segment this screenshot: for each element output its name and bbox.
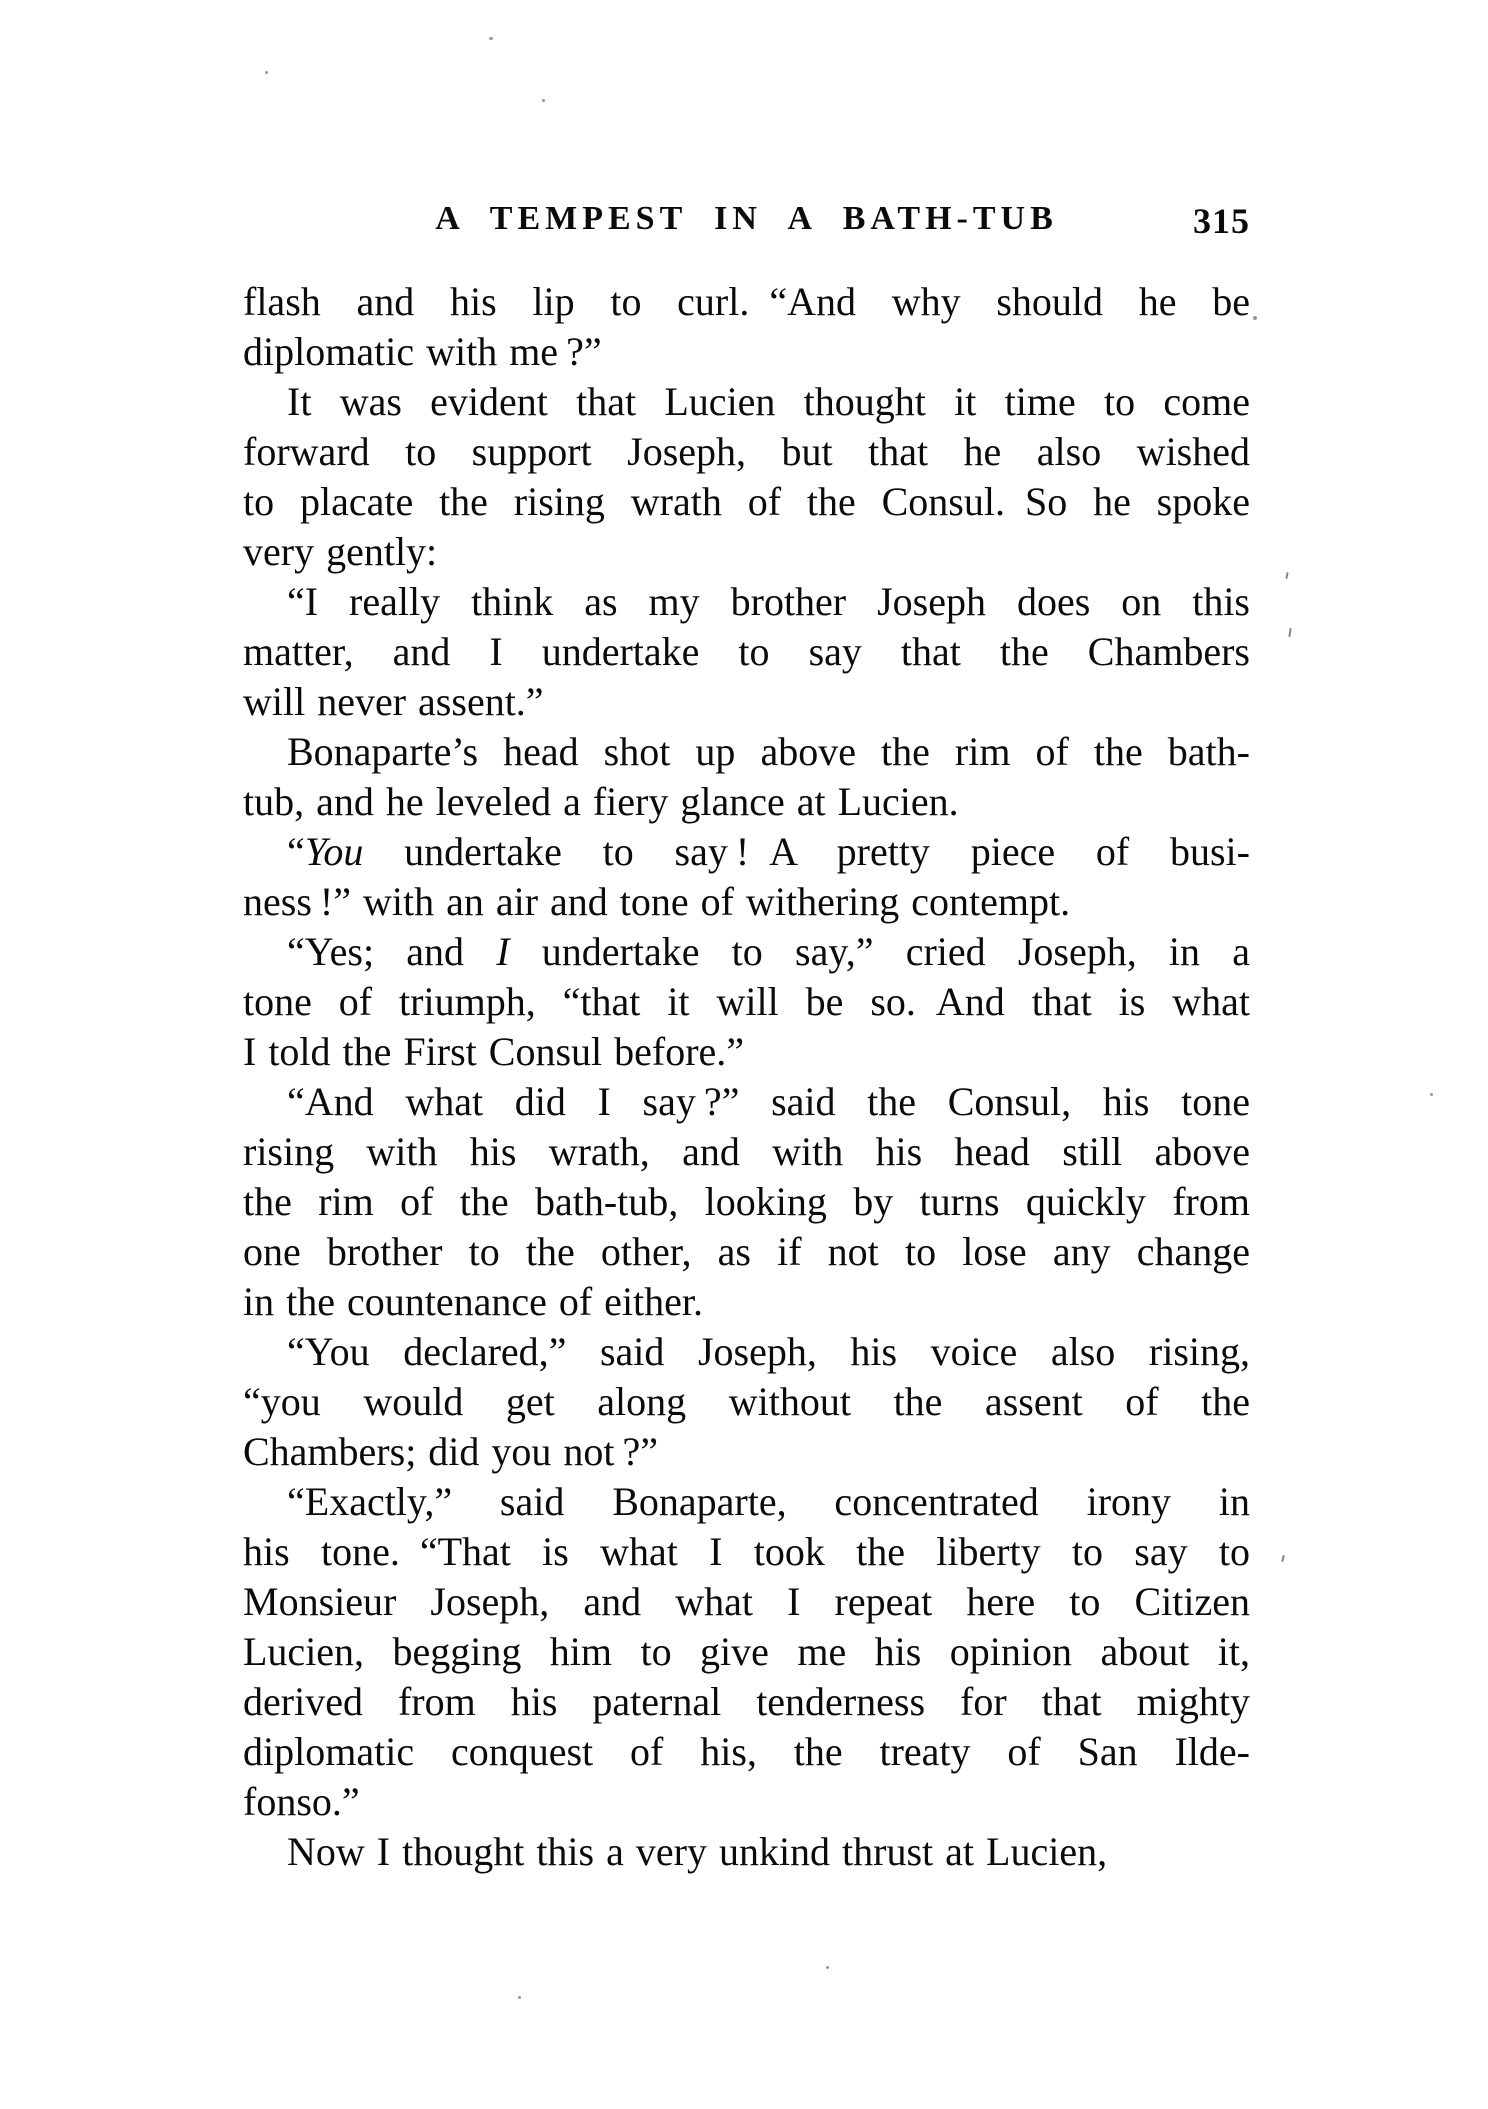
scan-speck: [826, 1966, 829, 1969]
text-segment: undertake to say ! A pretty piece of busi-: [363, 829, 1250, 874]
text-line: [243, 1577, 1250, 1627]
text-line: [243, 1727, 1250, 1777]
scan-speck: [518, 1996, 521, 1999]
text-line: [243, 1377, 1250, 1427]
text-segment: “You declared,” said Joseph, his voice also rising,: [287, 1329, 1250, 1374]
text-segment: It was evident that Lucien thought it time to come: [287, 379, 1250, 424]
page-header: [243, 200, 1250, 246]
text-segment: in the countenance of either.: [243, 1279, 704, 1324]
text-segment: diplomatic with me ?”: [243, 329, 602, 374]
text-segment: matter, and I undertake to say that the Chambers: [243, 629, 1250, 674]
page-number: 315: [1193, 201, 1250, 241]
text-line: [243, 927, 1250, 977]
text-segment: rising with his wrath, and with his head still above: [243, 1129, 1250, 1174]
text-line: [243, 1677, 1250, 1727]
text-line: [243, 377, 1250, 427]
scan-speck: [1253, 316, 1257, 320]
text-line: [243, 527, 1250, 577]
text-line: [243, 827, 1250, 877]
text-line: [243, 1127, 1250, 1177]
text-segment: “I really think as my brother Joseph does on this: [287, 579, 1250, 624]
text-line: [243, 1477, 1250, 1527]
text-segment: undertake to say,” cried Joseph, in a: [509, 929, 1251, 974]
text-segment: ness !” with an air and tone of withering contempt.: [243, 879, 1071, 924]
scan-speck: [542, 99, 545, 102]
text-line: [243, 1527, 1250, 1577]
text-segment: Bonaparte’s head shot up above the rim of the bath-: [287, 729, 1250, 774]
text-segment: forward to support Joseph, but that he also wished: [243, 429, 1250, 474]
text-line: [243, 877, 1250, 927]
scan-speck: [1285, 572, 1288, 579]
text-line: [243, 1277, 1250, 1327]
text-line: [243, 327, 1250, 377]
text-segment: very gently:: [243, 529, 438, 574]
text-segment: Lucien, begging him to give me his opinion about it,: [243, 1629, 1250, 1674]
text-segment: Chambers; did you not ?”: [243, 1429, 659, 1474]
text-line: [243, 627, 1250, 677]
text-line: [243, 577, 1250, 627]
scan-speck: [489, 37, 493, 40]
text-line: [243, 1027, 1250, 1077]
text-segment: “And what did I say ?” said the Consul, his tone: [287, 1079, 1250, 1124]
italic-text: You: [304, 829, 364, 874]
text-segment: his tone. “That is what I took the liberty to say to: [243, 1529, 1250, 1574]
text-line: [243, 727, 1250, 777]
text-line: [243, 477, 1250, 527]
text-segment: tone of triumph, “that it will be so. And that is what: [243, 979, 1250, 1024]
scan-speck: [265, 71, 268, 74]
text-segment: will never assent.”: [243, 679, 544, 724]
text-segment: to placate the rising wrath of the Consul. So he spoke: [243, 479, 1250, 524]
text-segment: flash and his lip to curl. “And why should he be: [243, 279, 1250, 324]
running-title: A TEMPEST IN A BATH-TUB: [435, 200, 1058, 237]
text-line: [243, 677, 1250, 727]
text-line: [243, 427, 1250, 477]
text-line: [243, 777, 1250, 827]
text-segment: “you would get along without the assent of the: [243, 1379, 1250, 1424]
text-line: [243, 1227, 1250, 1277]
text-segment: “: [287, 829, 305, 874]
text-line: [243, 277, 1250, 327]
text-line: [243, 1777, 1250, 1827]
text-line: [243, 1827, 1250, 1877]
text-segment: Now I thought this a very unkind thrust at Lucien,: [287, 1829, 1108, 1874]
text-segment: one brother to the other, as if not to lose any change: [243, 1229, 1250, 1274]
scan-speck: [1430, 1093, 1433, 1096]
text-segment: tub, and he leveled a fiery glance at Lucien.: [243, 779, 959, 824]
body-text: [243, 277, 1250, 1877]
text-segment: “Yes; and: [287, 929, 497, 974]
italic-text: I: [496, 929, 510, 974]
text-segment: I told the First Consul before.”: [243, 1029, 745, 1074]
text-line: [243, 1177, 1250, 1227]
text-line: [243, 1077, 1250, 1127]
text-segment: diplomatic conquest of his, the treaty of San Ilde-: [243, 1729, 1250, 1774]
scan-speck: [1288, 628, 1291, 637]
text-segment: fonso.”: [243, 1779, 360, 1824]
text-segment: Monsieur Joseph, and what I repeat here to Citizen: [243, 1579, 1250, 1624]
scan-speck: [1281, 1555, 1285, 1562]
text-line: [243, 977, 1250, 1027]
text-segment: “Exactly,” said Bonaparte, concentrated irony in: [287, 1479, 1250, 1524]
text-segment: the rim of the bath-tub, looking by turns quickly from: [243, 1179, 1250, 1224]
text-segment: derived from his paternal tenderness for that mighty: [243, 1679, 1250, 1724]
text-line: [243, 1427, 1250, 1477]
text-line: [243, 1627, 1250, 1677]
text-line: [243, 1327, 1250, 1377]
